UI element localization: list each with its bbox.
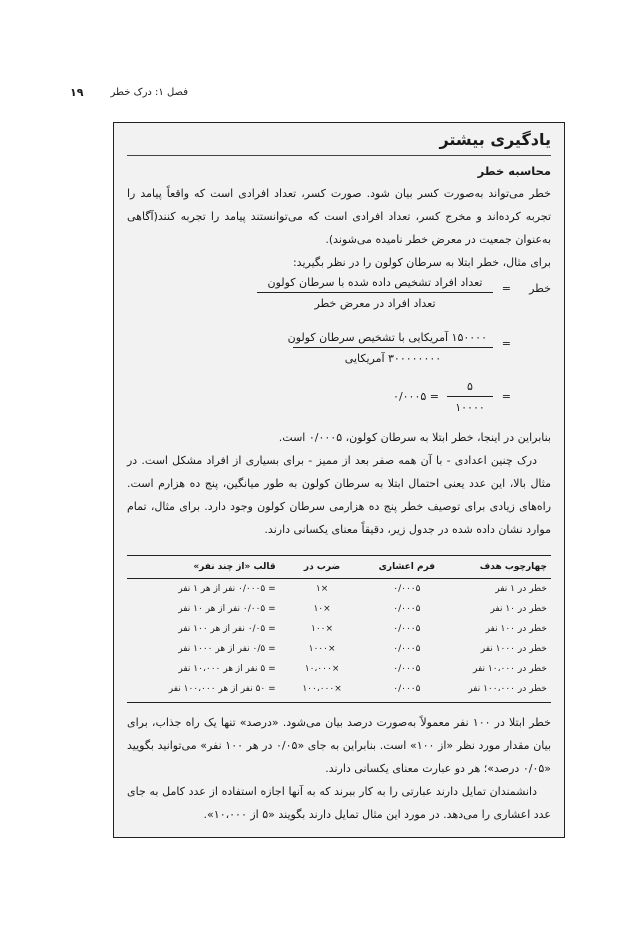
fraction-numeric-numerator: ۱۵۰۰۰۰ آمریکایی با تشخیص سرطان کولون	[293, 331, 493, 348]
table-cell: = ۰/۵ نفر از هر ۱۰۰۰ نفر	[178, 644, 276, 654]
risk-formats-table	[127, 555, 551, 703]
paragraph-example-intro: برای مثال، خطر ابتلا به سرطان کولون را در نظر بگیرید:	[292, 256, 551, 269]
table-cell: خطر در ۱۰۰،۰۰۰ نفر	[449, 679, 551, 703]
table-cell: ×۱۰۰	[311, 624, 334, 634]
table-cell: = ۵ نفر از هر ۱۰،۰۰۰ نفر	[178, 664, 276, 674]
learn-more-box	[113, 122, 565, 838]
table-header-cell: قالب «از چند نفر»	[127, 556, 280, 579]
table-cell: ۰/۰۰۰۵	[393, 584, 421, 594]
paragraph-scientists: دانشمندان تمایل دارند عبارتی را به کار ببرند که به آنها اجازه استفاده از عدد کامل به جای عدد اعشاری را می‌دهد. در مورد این مثال تمایل دارند بگویند «۵ از ۱۰،۰۰۰».	[127, 785, 551, 821]
table-row	[127, 619, 551, 639]
page-number: ۱۹	[70, 86, 84, 99]
table-cell: = ۵۰ نفر از هر ۱۰۰،۰۰۰ نفر	[127, 679, 280, 703]
table-cell: ×۱۰	[313, 604, 331, 614]
table-header-row	[127, 556, 551, 579]
table-cell: = ۰/۰۵ نفر از هر ۱۰۰ نفر	[178, 624, 276, 634]
table-cell: = ۰/۰۰۰۵ نفر از هر ۱ نفر	[178, 584, 276, 594]
formula-equals-1: =	[501, 282, 511, 295]
paragraph-result: بنابراین در اینجا، خطر ابتلا به سرطان کولون، ۰/۰۰۰۵ است.	[278, 431, 551, 444]
formula-equals-2: =	[501, 337, 511, 350]
fraction-general-numerator: تعداد افراد تشخیص داده شده با سرطان کولون	[257, 276, 493, 293]
table-cell: ۰/۰۰۰۵	[393, 644, 421, 654]
table-cell: خطر در ۱۰۰۰ نفر	[480, 644, 547, 654]
table-cell: ۰/۰۰۰۵	[393, 604, 421, 614]
table-cell: = ۰/۰۰۵ نفر از هر ۱۰ نفر	[178, 604, 276, 614]
fraction-general-denominator: تعداد افراد در معرض خطر	[314, 297, 436, 310]
fraction-simplified-numerator: ۵	[447, 380, 493, 397]
paragraph-understanding: درک چنین اعدادی - با آن همه صفر بعد از ممیز - برای بسیاری از افراد مشکل است. در مثال بالا، این عدد یعنی احتمال ابتلا به سرطان کولون به طور میانگین، پنج ده هزارم است. راه‌های زیادی برای توصیف خطر پنج ده هزارمی سرطان کولون وجود دارد. برای مثال، تمام موارد نشان داده شده در جدول زیر، دقیقاً معنای یکسانی دارند.	[127, 454, 551, 536]
running-head	[70, 86, 188, 99]
fraction-general	[257, 276, 493, 310]
table-cell: ×۱۰،۰۰۰	[304, 664, 340, 674]
table-cell: خطر در ۱ نفر	[495, 584, 547, 594]
table-row	[127, 579, 551, 600]
table-cell: خطر در ۱۰۰ نفر	[485, 624, 547, 634]
table-cell: ۰/۰۰۰۵	[364, 679, 449, 703]
table-row	[127, 599, 551, 619]
table-row	[127, 659, 551, 679]
table-cell: ×۱۰۰،۰۰۰	[280, 679, 365, 703]
table-cell: ×۱	[315, 584, 329, 594]
formula-result: = ۰/۰۰۰۵	[393, 390, 439, 403]
formula-lhs: خطر	[529, 282, 551, 295]
paragraph-definition: خطر می‌تواند به‌صورت کسر بیان شود. صورت کسر، تعداد افرادی است که واقعاً پیامد را تجربه کرده‌اند و مخرج کسر، تعداد افرادی است که می‌توانستند پیامد را تجربه کنند(آگاهی به‌عنوان جمعیت در معرض خطر نامیده می‌شوند).	[127, 187, 551, 246]
table-cell: خطر در ۱۰ نفر	[490, 604, 547, 614]
table-row	[127, 679, 551, 703]
risk-formula	[127, 276, 551, 426]
table-cell: ×۱۰۰۰	[308, 644, 336, 654]
fraction-numeric-denominator: ۳۰۰۰۰۰۰۰۰ آمریکایی	[344, 352, 442, 365]
table-cell: خطر در ۱۰،۰۰۰ نفر	[473, 664, 547, 674]
table-header-cell: ضرب در	[280, 556, 365, 579]
fraction-numeric	[287, 331, 493, 365]
chapter-title: فصل ۱: درک خطر	[110, 87, 188, 98]
box-title: یادگیری بیشتر	[127, 129, 551, 156]
table-header-cell: چهارچوب هدف	[449, 556, 551, 579]
box-subtitle: محاسبه خطر	[477, 164, 551, 178]
paragraph-percent: خطر ابتلا در ۱۰۰ نفر معمولاً به‌صورت درصد بیان می‌شود. «درصد» تنها یک راه جذاب، برای بیان مقدار مورد نظر «از ۱۰۰» است. بنابراین به جای «۰/۰۵ در هر ۱۰۰ نفر» می‌توانید بگویید «۰/۰۵ درصد»؛ هر دو عبارت معنای یکسانی دارند.	[127, 716, 552, 775]
fraction-simplified-denominator: ۱۰۰۰۰	[455, 401, 485, 414]
formula-equals-3: =	[501, 390, 511, 403]
table-cell: ۰/۰۰۰۵	[393, 624, 421, 634]
fraction-simplified	[447, 380, 493, 414]
table-row	[127, 639, 551, 659]
table-cell: ۰/۰۰۰۵	[393, 664, 421, 674]
table-header-cell: فرم اعشاری	[364, 556, 449, 579]
